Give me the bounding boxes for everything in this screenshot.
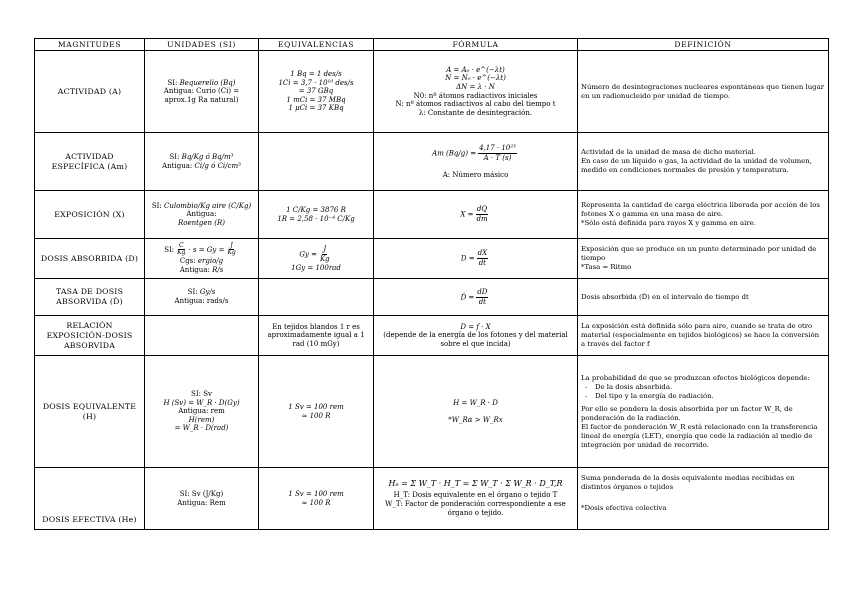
unit-si-value: Bq/Kg ó Bq/m³ <box>181 152 234 161</box>
units-cell <box>145 239 259 279</box>
unit-si-value: Culombio/Kg aire (C/Kg) <box>163 201 252 210</box>
equivalence: 1Gy = 100rad <box>291 263 341 272</box>
unit-si-mid: · s = Gy = <box>188 245 225 254</box>
equivalence: ≈ 100 R <box>301 411 331 420</box>
equivalence-lhs: Gy = <box>299 250 317 259</box>
equivalences-cell <box>259 133 374 191</box>
formula-numerator: dD <box>477 287 488 296</box>
equivalences-cell: En tejidos blandos 1 r es aproximadamente igual a 1 rad (10 mGy) <box>259 316 374 356</box>
formula-line: Hₑ = Σ W_T · H_T = Σ W_T · Σ W_R · D_T,R <box>388 478 563 488</box>
header-magnitudes: MAGNITUDES <box>35 39 145 51</box>
unit-old-label: Antigua: <box>186 210 217 219</box>
formula-cell <box>374 133 578 191</box>
row-dosis-absorbida <box>35 239 829 279</box>
equivalences-cell <box>259 239 374 279</box>
header-definicion: DEFINICIÓN <box>578 39 829 51</box>
definition-line: Actividad de la unidad de masa de dicho material. <box>581 148 756 156</box>
definition-line: En caso de un líquido o gas, la actividad de la unidad de volumen, medido en condiciones normales de presión y temperatura. <box>581 157 812 174</box>
definition-line: *Dosis efectiva colectiva <box>581 504 667 512</box>
formula-line: N = N₀ · e^(−λt) <box>445 74 506 83</box>
equivalence: 1 C/Kg = 3876 R <box>286 205 346 214</box>
header-equivalencias: EQUIVALENCIAS <box>259 39 374 51</box>
definition-line: El factor de ponderación W_R está relacionado con la transferencia lineal de energía (LET), energía que cede la radiación al medio de integración por unidad de recorrido. <box>581 422 818 449</box>
units-cell <box>145 316 259 356</box>
formula-note: N: nº átomos radiactivos al cabo del tiempo t <box>395 100 556 109</box>
formula-note: A: Número másico <box>442 170 509 179</box>
formula-note: W_T: Factor de ponderación correspondiente a ese órgano o tejido. <box>385 500 566 517</box>
definition-bullet: - De la dosis absorbida. <box>581 383 825 392</box>
definition-cell: La exposición está definida sólo para aire, cuando se trata de otro material (especialmente en tejidos biológicos) se hace la conversión a través del factor f <box>578 316 829 356</box>
unit-si-label: SI: <box>187 288 198 297</box>
unit-si-label: SI: <box>151 201 162 210</box>
row-dosis-equivalente <box>35 356 829 468</box>
formula-lhs: Ḋ = <box>460 293 475 301</box>
equivalence: ≈ 100 R <box>301 498 331 507</box>
definition-cell <box>578 191 829 239</box>
units-cell <box>145 468 259 530</box>
formula-cell <box>374 279 578 316</box>
unit-old-formula: H(rem) <box>188 415 215 424</box>
formula-line: ΔN = λ · N <box>456 82 495 91</box>
unit-old-value: Roentgen (R) <box>177 218 226 227</box>
units-cell <box>145 51 259 133</box>
definition-cell <box>578 356 829 468</box>
unit-old-label: Antigua: <box>179 265 210 274</box>
unit-si-value: Sv (J/Kg) <box>191 489 224 498</box>
equivalences-cell <box>259 468 374 530</box>
units-cell <box>145 279 259 316</box>
magnitude-name: DOSIS EQUIVALENTE (H) <box>35 356 145 468</box>
unit-old-label: Antigua: <box>174 297 205 305</box>
header-formula: FÓRMULA <box>374 39 578 51</box>
definition-cell: Número de desintegraciones nucleares espontáneas que tienen lugar en un radionucleido por unidad de tiempo. <box>578 51 829 133</box>
unit-old-label: Antigua: <box>162 161 193 170</box>
magnitude-name: DOSIS EFECTIVA (He) <box>35 468 145 530</box>
formula-line: D = f · X <box>460 322 491 331</box>
unit-si-formula: H (Sv) = W_R · D(Gy) <box>163 398 240 407</box>
equivalence: 1 Sv = 100 rem <box>288 489 344 498</box>
formula-note: *W_Rα > W_Rx <box>448 415 503 424</box>
unit-old-label: Antigua: <box>177 498 208 507</box>
definition-line: Representa la cantidad de carga eléctrica liberada por acción de los fotones X o gamma en una masa de aire. <box>581 201 820 218</box>
equivalences-cell <box>259 51 374 133</box>
definition-cell <box>578 239 829 279</box>
equivalence-num: J <box>323 244 327 253</box>
magnitude-name: EXPOSICIÓN (X) <box>35 191 145 239</box>
equivalence: 1 mCi = 37 MBq <box>286 95 346 104</box>
definition-line: Por ello se pondera la dosis absorbida por un factor W_R, de ponderación de la radiación. <box>581 404 793 422</box>
equivalence: 1R = 2,58 · 10⁻⁴ C/Kg <box>277 214 355 223</box>
equivalence: 1 μCi = 37 KBq <box>288 104 344 113</box>
formula-numerator: dX <box>477 249 488 257</box>
formula-numerator: 4,17 · 10²³ <box>479 143 516 152</box>
unit-old-formula: = W_R · D(rad) <box>174 424 229 433</box>
unit-old-value: rem <box>210 407 225 416</box>
magnitudes-table <box>34 38 829 530</box>
unit-old-value: Curio (Ci) = aprox.1g Ra natural) <box>164 87 240 104</box>
row-actividad <box>35 51 829 133</box>
formula-cell <box>374 468 578 530</box>
unit-si-value: Bequerelio (Bq) <box>179 78 236 87</box>
formula-note: H_T: Dosis equivalente en el órgano o tejido T <box>393 491 558 500</box>
row-dosis-efectiva <box>35 468 829 530</box>
equivalence: = 37 GBq <box>298 87 334 96</box>
magnitude-name: DOSIS ABSORBIDA (D) <box>35 239 145 279</box>
formula-note: (depende de la energía de los fotones y del material sobre el que incida) <box>383 331 568 348</box>
equivalences-cell <box>259 356 374 468</box>
formula-lhs: Am (Bq/g) = <box>432 149 477 158</box>
formula-cell <box>374 51 578 133</box>
magnitude-name: TASA DE DOSIS ABSORVIDA (Ḋ) <box>35 279 145 316</box>
unit-si-label: SI: <box>167 78 178 87</box>
unit-si-frac-num: C <box>178 241 184 249</box>
magnitude-name: ACTIVIDAD (A) <box>35 51 145 133</box>
unit-si-value: Sv <box>203 390 212 399</box>
units-cell <box>145 191 259 239</box>
row-tasa-dosis <box>35 279 829 316</box>
equivalence: 1 Sv = 100 rem <box>288 402 344 411</box>
formula-denominator: dt <box>478 297 486 306</box>
formula-denominator: dm <box>476 215 488 223</box>
definition-line: Exposición que se produce en un punto determinado por unidad de tiempo <box>581 245 817 262</box>
unit-si-label: SI: <box>191 390 201 399</box>
row-actividad-especifica <box>35 133 829 191</box>
equivalences-cell <box>259 191 374 239</box>
definition-line: La probabilidad de que se produzcan efectos biológicos depende: <box>581 373 810 382</box>
unit-si-frac2-num: J <box>230 241 233 249</box>
equivalence-den: Kg <box>319 254 330 263</box>
definition-bullet: - Del tipo y la energía de radiación. <box>581 392 825 401</box>
formula-note: N0: nº átomos radiactivos iniciales <box>413 91 538 100</box>
unit-old-value: Rem <box>209 498 226 507</box>
formula-cell <box>374 191 578 239</box>
unit-old-label: Antigua: <box>163 87 194 96</box>
formula-cell <box>374 316 578 356</box>
formula-denominator: dt <box>478 259 486 267</box>
unit-si-label: SI: <box>164 245 175 254</box>
unit-old-value: rads/s <box>206 297 229 305</box>
unit-si-frac-den: Kg <box>177 249 186 257</box>
definition-line: *Tasa = Ritmo <box>581 263 632 271</box>
formula-denominator: A · T (s) <box>483 153 512 162</box>
unit-si-value: Gy/s <box>199 288 216 297</box>
header-row <box>35 39 829 51</box>
formula-cell <box>374 239 578 279</box>
definition-cell: Dosis absorbida (Ḋ) en el intervalo de tiempo dt <box>578 279 829 316</box>
definition-line: Suma ponderada de la dosis equivalente medias recibidas en distintos órganos o tejidos <box>581 474 795 491</box>
definition-cell <box>578 468 829 530</box>
definition-line: *Sólo está definida para rayos X y gamma en aire. <box>581 219 756 227</box>
units-cell <box>145 356 259 468</box>
magnitude-name: RELACIÓN EXPOSICIÓN-DOSIS ABSORVIDA <box>35 316 145 356</box>
unit-cgs-value: ergio/g <box>197 256 224 265</box>
unit-old-value: Ci/g ó Ci/cm³ <box>194 161 241 170</box>
unit-old-label: Antigua: <box>178 407 209 416</box>
header-unidades: UNIDADES (SI) <box>145 39 259 51</box>
equivalence: 1 Bq = 1 des/s <box>290 70 342 79</box>
unit-si-frac2-den: Kg <box>227 249 236 257</box>
formula-note: λ: Constante de desintegración. <box>418 108 533 117</box>
unit-cgs-label: Cgs: <box>179 256 196 265</box>
unit-old-value: R/s <box>212 265 224 274</box>
definition-cell <box>578 133 829 191</box>
formula-lhs: X = <box>460 210 474 219</box>
formula-numerator: dQ <box>476 205 488 213</box>
formula-lhs: D = <box>460 254 475 263</box>
magnitude-name: ACTIVIDAD ESPECÍFICA (Am) <box>35 133 145 191</box>
equivalences-cell <box>259 279 374 316</box>
formula-line: H = W_R · D <box>453 398 498 407</box>
unit-si-label: SI: <box>169 152 180 161</box>
row-relacion <box>35 316 829 356</box>
units-cell <box>145 133 259 191</box>
equivalence: 1Ci = 3,7 · 10¹⁰ des/s <box>278 78 354 87</box>
formula-cell <box>374 356 578 468</box>
formula-line: A = A₀ · e^(−λt) <box>446 65 505 74</box>
unit-si-label: SI: <box>179 489 190 498</box>
row-exposicion <box>35 191 829 239</box>
